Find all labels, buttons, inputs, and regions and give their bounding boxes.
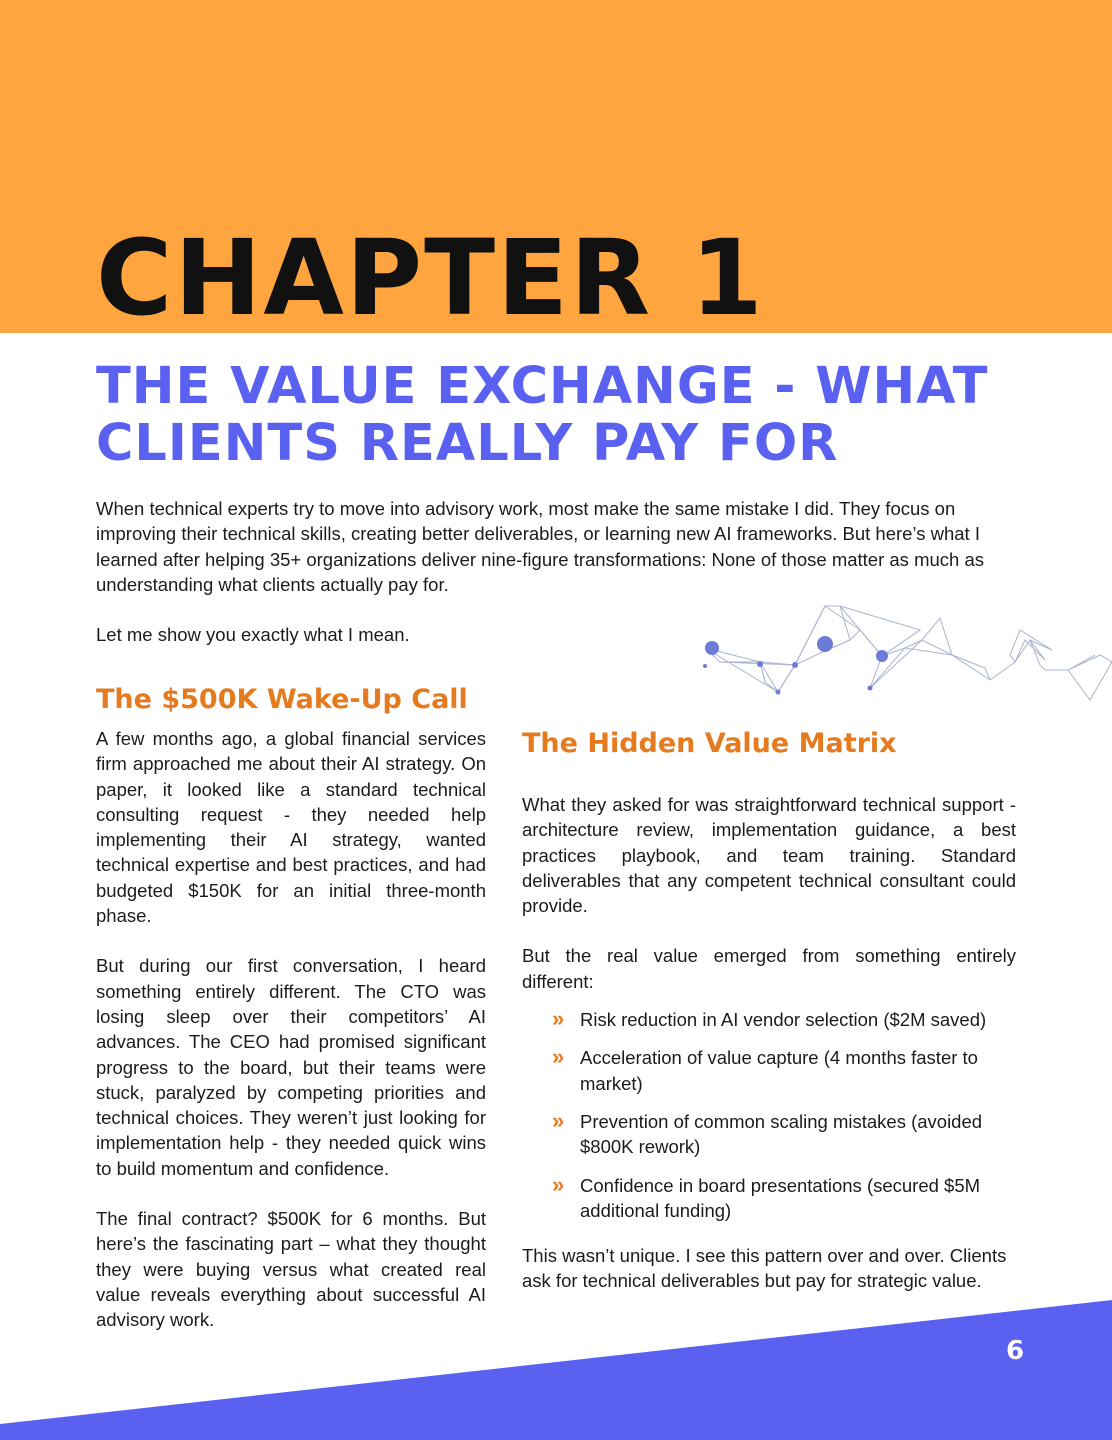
list-item <box>552 1045 1016 1096</box>
list-item <box>552 1007 1016 1032</box>
list-item <box>552 1173 1016 1224</box>
value-list <box>522 1007 1016 1223</box>
list-item-text: Confidence in board presentations (secured $5M additional funding) <box>580 1174 981 1221</box>
body-paragraph: But during our first conversation, I heard something entirely different. The CTO was losing sleep over their competitors’ AI advances. The CEO had promised significant progress to the board, but their teams were stuck, paralyzed by competing priorities and technical choices. They weren’t just looking for implementation help - they needed quick wins to build momentum and confidence. <box>96 955 486 1179</box>
body-paragraph: But the real value emerged from something entirely different: <box>522 945 1016 992</box>
chevron-double-right-icon: » <box>552 1107 565 1133</box>
chapter-label: CHAPTER 1 <box>96 217 765 339</box>
right-column <box>522 724 1016 1319</box>
section-heading-hidden-value-matrix: The Hidden Value Matrix <box>522 728 897 759</box>
list-item <box>552 1109 1016 1160</box>
list-item-text: Acceleration of value capture (4 months faster to market) <box>580 1047 978 1094</box>
footer-band <box>0 1290 1112 1440</box>
section-heading-wake-up-call: The $500K Wake-Up Call <box>96 684 468 715</box>
intro-paragraph: Let me show you exactly what I mean. <box>96 624 410 646</box>
network-graph-icon <box>690 600 1112 720</box>
body-paragraph: What they asked for was straightforward technical support - architecture review, implementation guidance, a best practices playbook, and team training. Standard deliverables that any competent technical consultant could provide. <box>522 794 1016 917</box>
right-body <box>522 792 1016 994</box>
body-paragraph: This wasn’t unique. I see this pattern over and over. Clients ask for technical deliverables but pay for strategic value. <box>522 1245 1007 1292</box>
intro-paragraph: When technical experts try to move into advisory work, most make the same mistake I did. They focus on improving their technical skills, creating better deliverables, or learning new AI frameworks. But here’s what I learned after helping 35+ organizations deliver nine-figure transformations: None of those matter as much as understanding what clients actually pay for. <box>96 498 984 595</box>
chapter-title: THE VALUE EXCHANGE - WHAT CLIENTS REALLY PAY FOR <box>96 357 989 473</box>
page-number: 6 <box>1005 1336 1025 1366</box>
left-column <box>96 680 486 1358</box>
chevron-double-right-icon: » <box>552 1171 565 1197</box>
chevron-double-right-icon: » <box>552 1044 565 1070</box>
left-body <box>96 726 486 1333</box>
body-paragraph: A few months ago, a global financial services firm approached me about their AI strategy. On paper, it looked like a standard technical consulting request - they needed help implementing their AI strategy, wanted technical expertise and best practices, and had budgeted $150K for an initial three-month phase. <box>96 728 486 927</box>
list-item-text: Prevention of common scaling mistakes (avoided $800K rework) <box>580 1110 983 1158</box>
chevron-double-right-icon: » <box>552 1006 565 1032</box>
list-item-text: Risk reduction in AI vendor selection ($2M saved) <box>580 1009 987 1031</box>
right-body-closing <box>522 1243 1016 1294</box>
body-paragraph: The final contract? $500K for 6 months. But here’s the fascinating part – what they thought they were buying versus what created real value reveals everything about successful AI advisory work. <box>96 1208 486 1331</box>
